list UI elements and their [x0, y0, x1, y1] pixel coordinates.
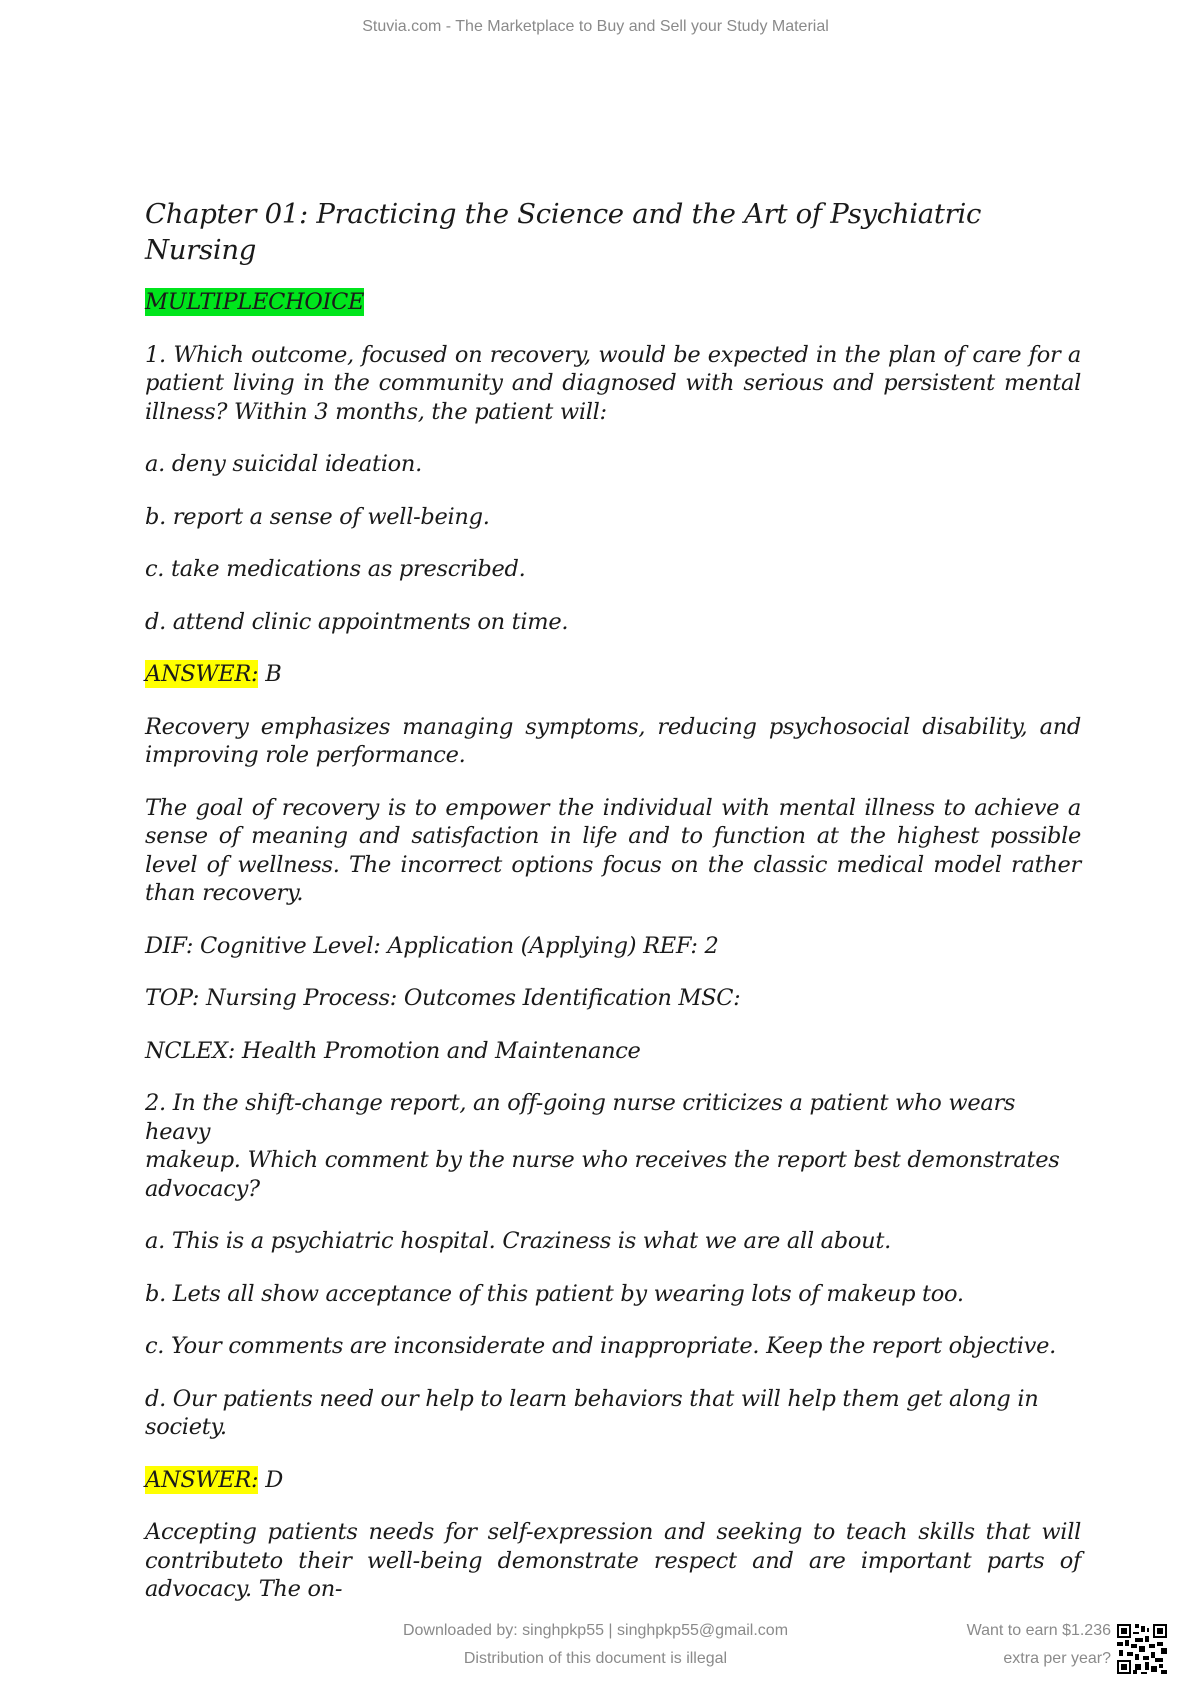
- q1-nclex: NCLEX: Health Promotion and Maintenance: [145, 1037, 641, 1064]
- site-banner: Stuvia.com - The Marketplace to Buy and Sell your Study Material: [362, 18, 829, 35]
- downloaded-by: Downloaded by: singhpkp55 | singhpkp55@gmail.com: [402, 1622, 789, 1639]
- q1-answer: [145, 660, 1081, 689]
- q1-top: TOP: Nursing Process: Outcomes Identification MSC:: [145, 985, 741, 1011]
- q2-option-b: b. Lets all show acceptance of this patient by wearing lots of makeup too.: [145, 1280, 964, 1307]
- answer-value: D: [265, 1466, 283, 1493]
- answer-label: ANSWER:: [145, 661, 259, 687]
- q1-option-a: a. deny suicidal ideation.: [145, 451, 422, 477]
- question-1-stem: 1. Which outcome, focused on recovery, would be expected in the plan of care for a patient living in the community and diagnosed with serious and persistent mental illness? Within 3 months, the patient will:: [145, 341, 1081, 425]
- q1-option-c: c. take medications as prescribed.: [145, 556, 526, 582]
- q2-stem-line-3: advocacy?: [145, 1175, 260, 1202]
- document-body: [145, 196, 1081, 1628]
- q2-rationale-1: Accepting patients needs for self-expression and seeking to teach skills that will contributeto their well-being demonstrate respect and are important parts of advocacy. The on-: [145, 1519, 1081, 1602]
- q2-option-c: c. Your comments are inconsiderate and inappropriate. Keep the report objective.: [145, 1333, 1056, 1359]
- q1-dif: DIF: Cognitive Level: Application (Applying) REF: 2: [145, 932, 719, 959]
- q1-rationale-2: The goal of recovery is to empower the individual with mental illness to achieve a sense of meaning and satisfaction in life and to function at the highest possible level of wellness. The incorrect options focus on the classic medical model rather than recovery.: [145, 794, 1081, 906]
- distribution-notice: Distribution of this document is illegal: [463, 1650, 728, 1667]
- section-label: MULTIPLECHOICE: [145, 289, 365, 315]
- q1-rationale-1: Recovery emphasizes managing symptoms, reducing psychosocial disability, and improving role performance.: [145, 713, 1081, 768]
- chapter-title: Chapter 01: Practicing the Science and the Art of Psychiatric Nursing: [145, 198, 982, 266]
- q2-answer: [145, 1466, 1081, 1495]
- earn-promo-line-2[interactable]: extra per year?: [1003, 1650, 1111, 1667]
- q2-stem-line-1: 2. In the shift-change report, an off-going nurse criticizes a patient who wears heavy: [145, 1090, 1016, 1145]
- answer-label: ANSWER:: [145, 1466, 259, 1493]
- earn-promo-line-1[interactable]: Want to earn $1.236: [966, 1622, 1111, 1639]
- q1-option-d: d. attend clinic appointments on time.: [145, 608, 569, 635]
- qr-code-icon[interactable]: [1117, 1624, 1167, 1674]
- answer-value: B: [265, 661, 282, 687]
- q2-stem-line-2: makeup. Which comment by the nurse who receives the report best demonstrates: [145, 1147, 1060, 1173]
- q2-option-d: d. Our patients need our help to learn behaviors that will help them get along in society.: [145, 1385, 1039, 1440]
- q2-option-a: a. This is a psychiatric hospital. Craziness is what we are all about.: [145, 1228, 891, 1254]
- question-2-stem: [145, 1089, 1081, 1203]
- q1-option-b: b. report a sense of well-being.: [145, 503, 490, 530]
